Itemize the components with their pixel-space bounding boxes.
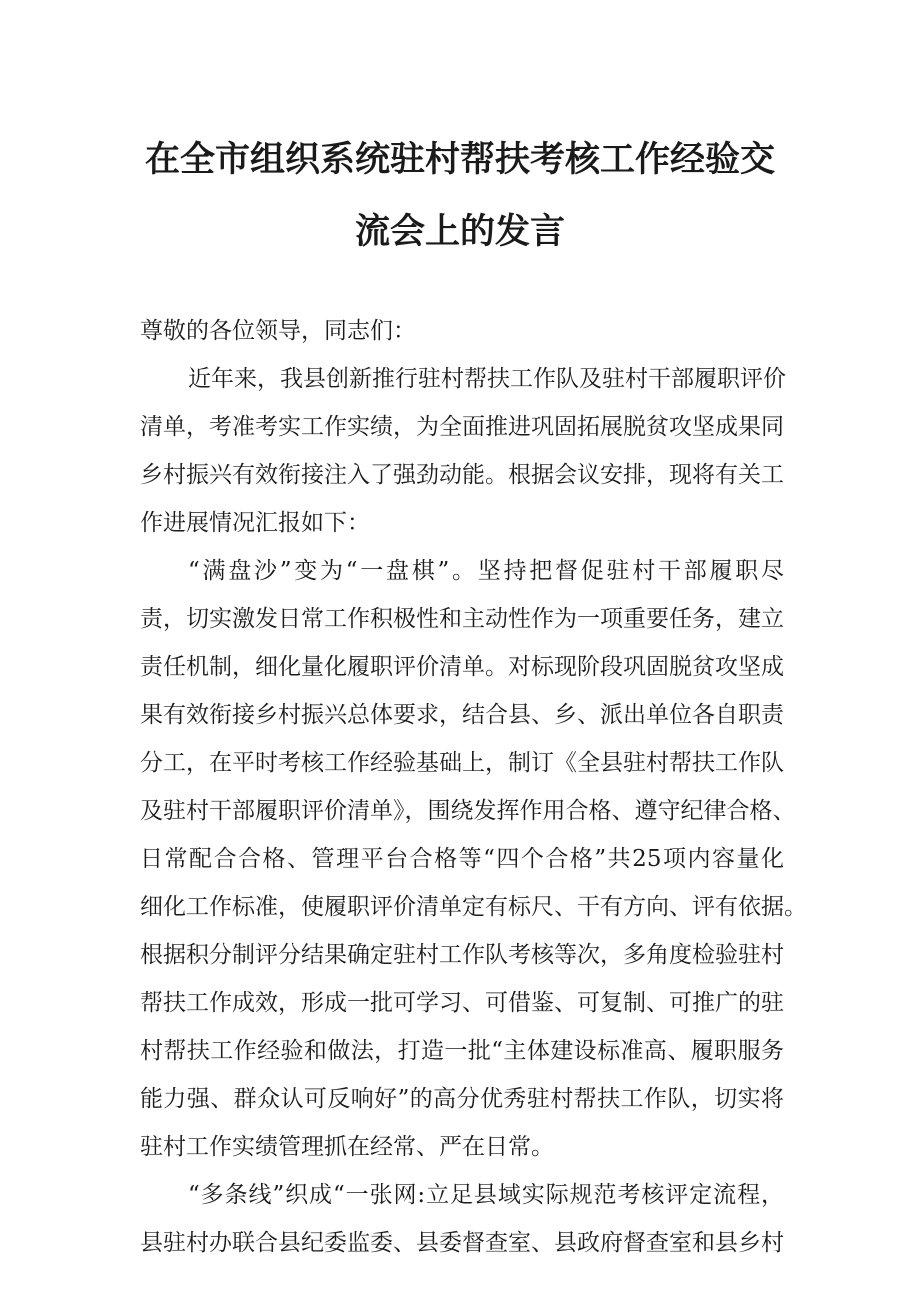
paragraph-2-line-9: 根据积分制评分结果确定驻村工作队考核等次，多角度检验驻村 (140, 942, 784, 968)
paragraph-2-line-5: 分工，在平时考核工作经验基础上，制订《全县驻村帮扶工作队 (140, 750, 784, 776)
paragraph-1-line-1: 近年来，我县创新推行驻村帮扶工作队及驻村干部履职评价 (188, 366, 786, 392)
paragraph-1-line-4: 作进展情况汇报如下： (140, 510, 370, 536)
paragraph-2-line-1: “满盘沙”变为“一盘棋”。坚持把督促驻村干部履职尽 (188, 558, 784, 584)
paragraph-2-line-11: 村帮扶工作经验和做法，打造一批“主体建设标准高、履职服务 (140, 1038, 784, 1064)
paragraph-1-line-2: 清单，考准考实工作实绩，为全面推进巩固拓展脱贫攻坚成果同 (140, 414, 784, 440)
paragraph-2-line-10: 帮扶工作成效，形成一批可学习、可借鉴、可复制、可推广的驻 (140, 990, 784, 1016)
paragraph-2-line-3: 责任机制，细化量化履职评价清单。对标现阶段巩固脱贫攻坚成 (140, 654, 784, 680)
paragraph-2-line-2: 责，切实激发日常工作积极性和主动性作为一项重要任务，建立 (140, 606, 784, 632)
paragraph-2-line-4: 果有效衔接乡村振兴总体要求，结合县、乡、派出单位各自职责 (140, 702, 784, 728)
paragraph-2-line-13: 驻村工作实绩管理抓在经常、严在日常。 (140, 1134, 554, 1160)
paragraph-3-line-2: 县驻村办联合县纪委监委、县委督查室、县政府督查室和县乡村 (140, 1230, 784, 1256)
paragraph-2-line-12: 能力强、群众认可反响好”的高分优秀驻村帮扶工作队，切实将 (140, 1086, 784, 1112)
document-title-line-2: 流会上的发言 (354, 212, 565, 252)
paragraph-2-line-8: 细化工作标准，使履职评价清单定有标尺、干有方向、评有依据。 (140, 894, 807, 920)
paragraph-3-line-1: “多条线”织成“一张网:立足县域实际规范考核评定流程， (188, 1182, 784, 1208)
paragraph-2-line-6: 及驻村干部履职评价清单》，围绕发挥作用合格、遵守纪律合格、 (140, 798, 796, 824)
paragraph-1-line-3: 乡村振兴有效衔接注入了强劲动能。根据会议安排，现将有关工 (140, 462, 784, 488)
document-title-line-1: 在全市组织系统驻村帮扶考核工作经验交 (144, 140, 775, 180)
salutation: 尊敬的各位领导，同志们： (140, 318, 416, 344)
paragraph-2-line-7: 日常配合合格、管理平台合格等“四个合格”共25项内容量化 (140, 846, 784, 872)
